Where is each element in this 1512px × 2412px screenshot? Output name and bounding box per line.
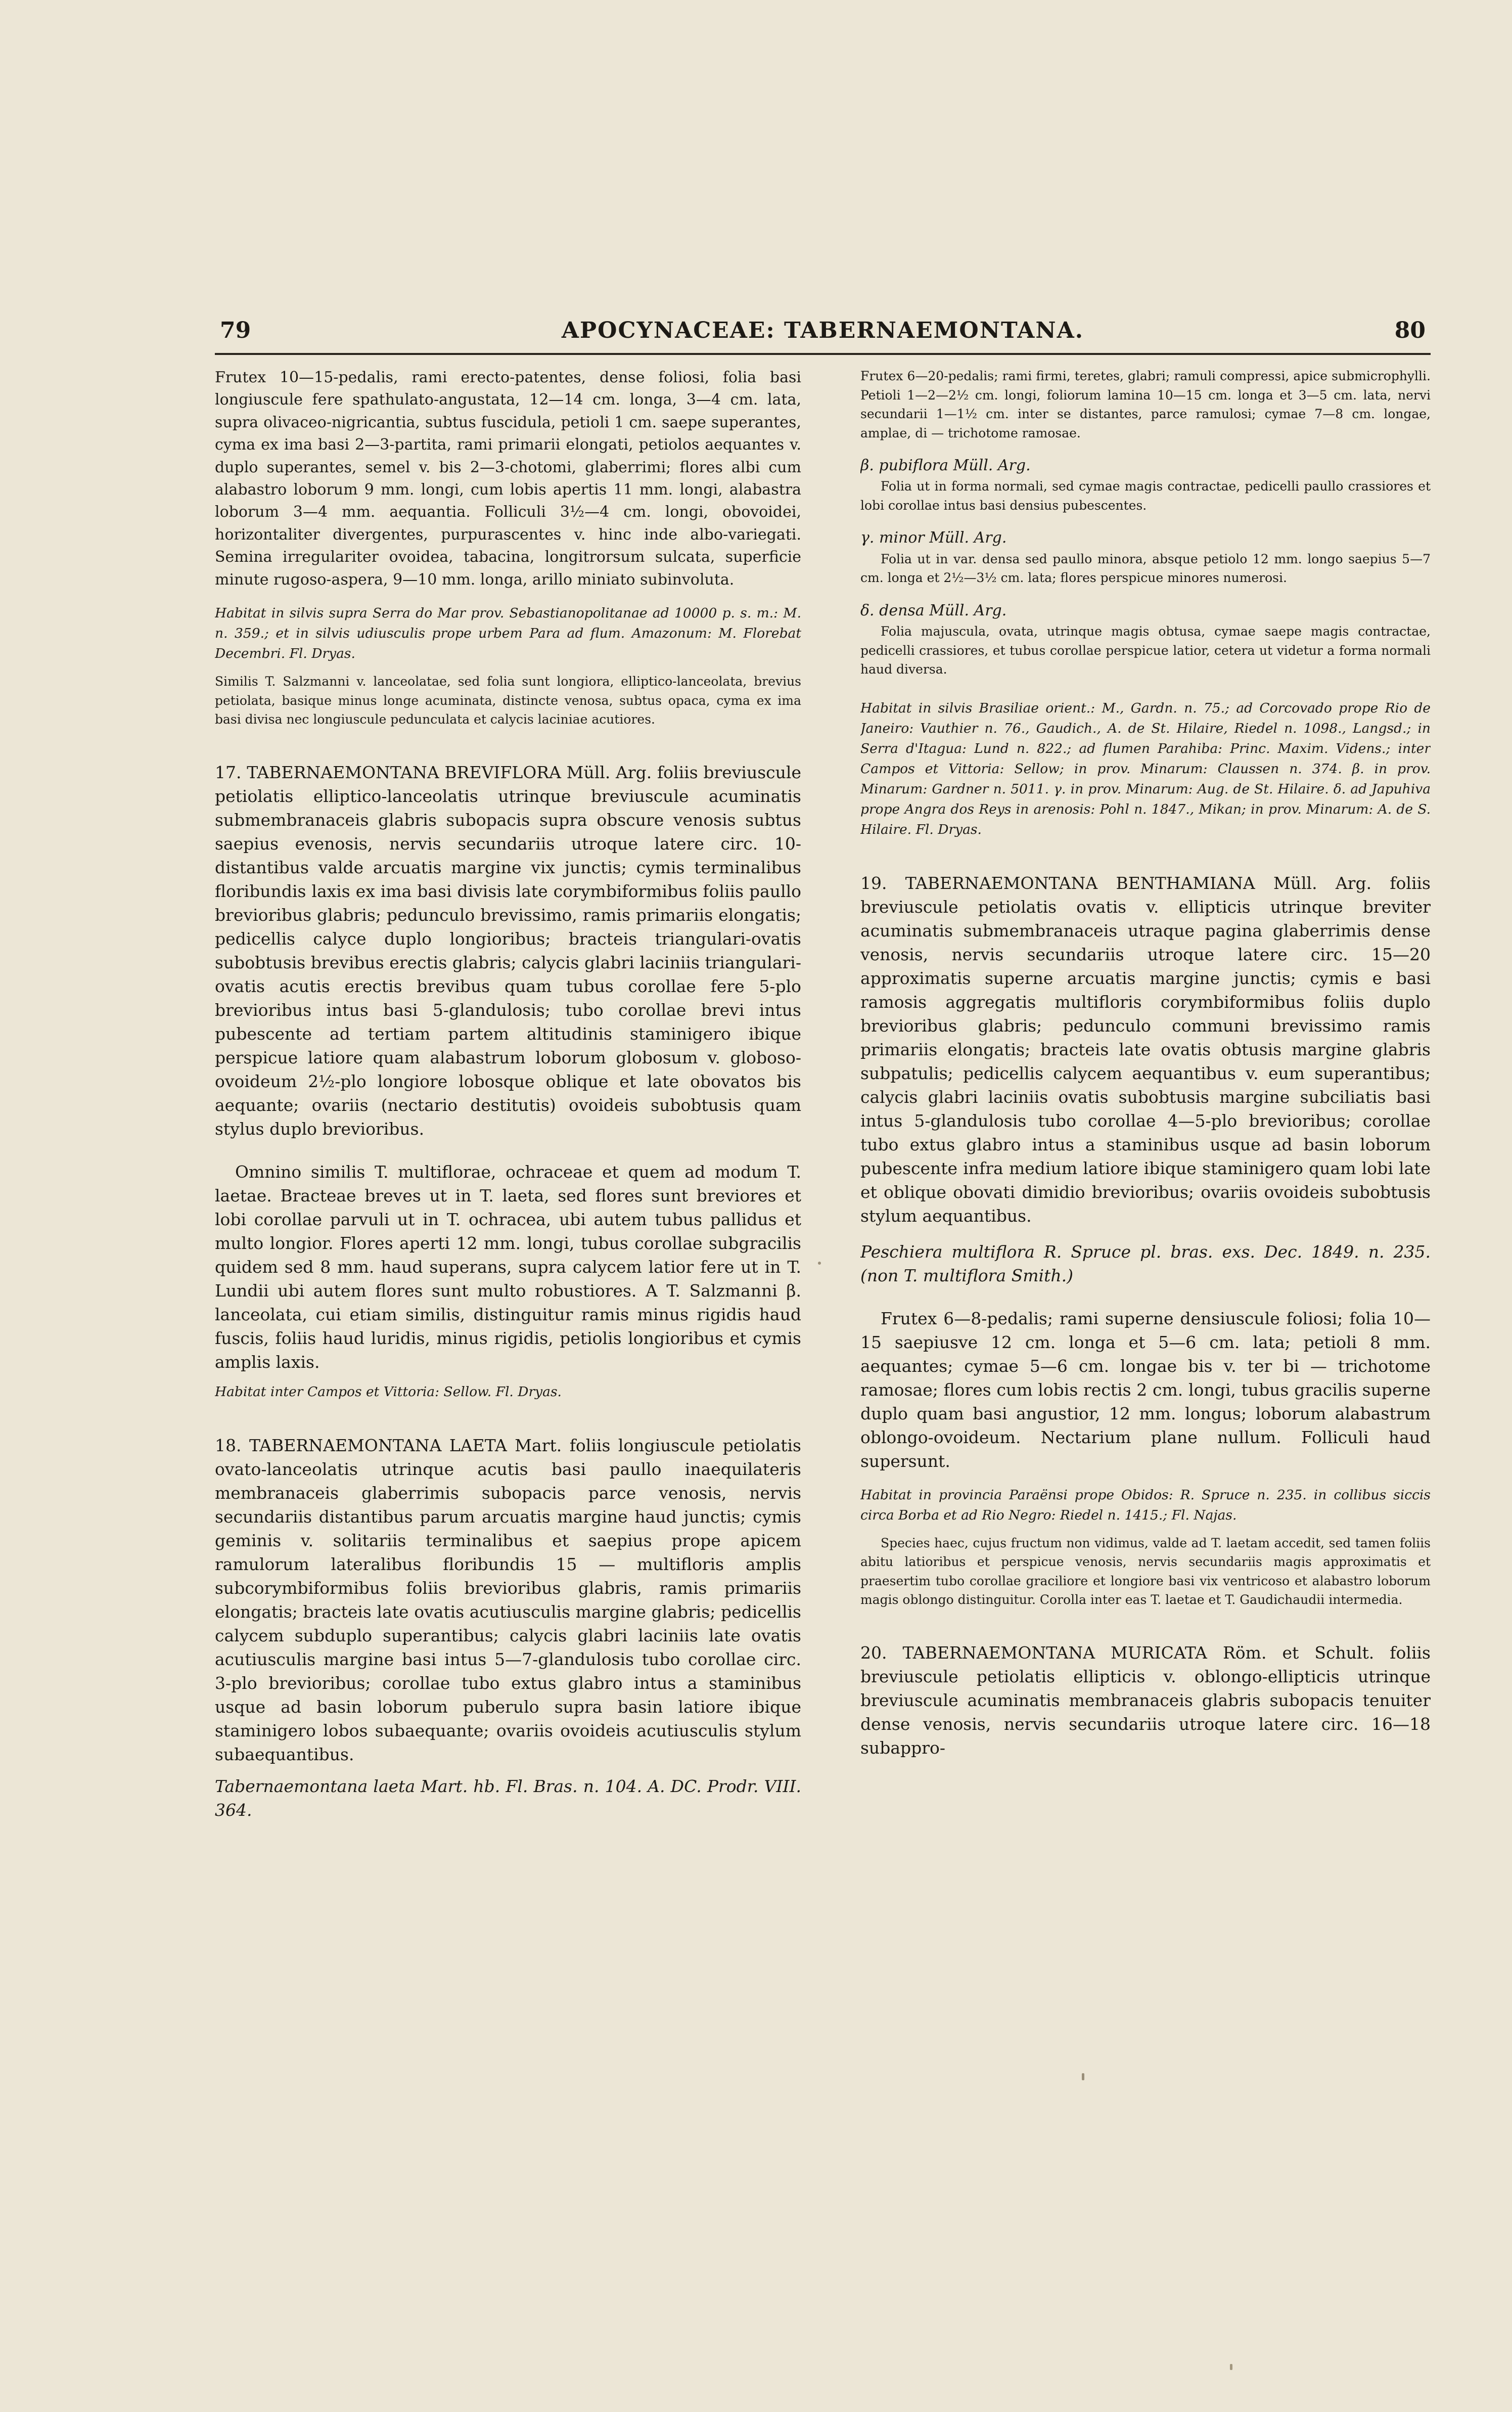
- habitat-note: Habitat in silvis supra Serra do Mar prov. Sebastianopolitanae ad 10000 p. s. m.: M. n. 359.; et in silvis udiusculis prope urbem Para ad flum. Amazonum: M. Florebat Decembri. Fl. Dryas.: [215, 605, 801, 662]
- page-header: [215, 318, 1431, 349]
- habitat-note: Habitat in provincia Paraënsi prope Obidos: R. Spruce n. 235. in collibus siccis circa Borba et ad Rio Negro: Riedel n. 1415.; Fl. Najas.: [860, 1487, 1431, 1523]
- paragraph-gap: [215, 591, 801, 603]
- margin-mark: [818, 1262, 821, 1265]
- paragraph: Frutex 6—8-pedalis; rami superne densiuscule foliosi; folia 10—15 saepiusve 12 cm. longa et 5—6 cm. lata; petioli 8 mm. aequantes; cymae 5—6 cm. longae bis v. ter bi — trichotome ramosae; flores cum lobis rectis 2 cm. longi, tubus gracilis superne duplo quam basi angustior, 12 mm. longus; loborum alabastrum oblongo-ovoideum. Nectarium plane nullum. Folliculi haud supersunt.: [860, 1308, 1431, 1471]
- paragraph: 19. TABERNAEMONTANA BENTHAMIANA Müll. Arg. foliis breviuscule petiolatis ovatis v. ellipticis utrinque breviter acuminatis submembranaceis utraque pagina glaberrimis dense venosis, nervis secundariis utroque latere circ. 15—20 approximatis superne arcuatis margine junctis; cymis e basi ramosis aggregatis multifloris corymbiformibus foliis duplo brevioribus glabris; pedunculo communi brevissimo ramis primariis elongatis; bracteis late ovatis obtusis margine glabris subpatulis; pedicellis calycem aequantibus v. eum superantibus; calycis glabri laciniis ovatis subobtusis margine subciliatis basi intus 5-glandulosis tubo corollae 4—5-plo brevioribus; corollae tubo extus glabro intus a staminibus usque ad basin loborum pubescente infra medium latiore ibique staminigero quam lobi late et oblique obovati dimidio brevioribus; ovariis ovoideis subobtusis stylum aequantibus.: [860, 873, 1431, 1226]
- paragraph-gap: [860, 1473, 1431, 1485]
- paragraph-gap: [860, 1228, 1431, 1240]
- variety-heading: γ. minor Müll. Arg.: [860, 529, 1007, 547]
- paragraph-gap: [860, 588, 1431, 600]
- paragraph: Frutex 10—15-pedalis, rami erecto-patentes, dense foliosi, folia basi longiuscule fere spathulato-angustata, 12—14 cm. longa, 3—4 cm. lata, supra olivaceo-nigricantia, subtus fuscidula, petioli 1 cm. saepe superantes, cyma ex ima basi 2—3-partita, rami primarii elongati, petiolos aequantes v. duplo superantes, semel v. bis 2—3-chotomi, glaberrimi; flores albi cum alabastro loborum 9 mm. longi, cum lobis apertis 11 mm. longi, alabastra loborum 3—4 mm. aequantia. Folliculi 3½—4 cm. longi, obovoidei, horizontaliter divergentes, purpurascentes v. hinc inde albo-variegati. Semina irregulariter ovoidea, tabacina, longitrorsum sulcata, superficie minute rugoso-aspera, 9—10 mm. longa, arillo miniato subinvoluta.: [215, 369, 801, 589]
- header-rule: [215, 353, 1431, 355]
- variety-heading: β. pubiflora Müll. Arg.: [860, 457, 1031, 474]
- paragraph-gap: [215, 1766, 801, 1774]
- habitat-note: Habitat inter Campos et Vittoria: Sellow. Fl. Dryas.: [215, 1383, 562, 1400]
- paragraph: 18. TABERNAEMONTANA LAETA Mart. foliis longiuscule petiolatis ovato-lanceolatis utrinque acutis basi paullo inaequilateris membranaceis glaberrimis subopacis parce venosis, nervis secundariis distantibus parum arcuatis margine haud junctis; cymis geminis v. solitariis terminalibus et saepius prope apicem ramulorum lateralibus floribundis 15 — multifloris amplis subcorymbiformibus foliis brevioribus glabris, ramis primariis elongatis; bracteis late ovatis acutiusculis margine glabris; pedicellis calycem subduplo superantibus; calycis glabri laciniis late ovatis acutiusculis margine basi intus 5—7-glandulosis tubo corollae circ. 3-plo brevioribus; corollae tubo extus glabro intus a staminibus usque ad basin loborum puberulo supra basin latiore ibique staminigero lobos subaequante; ovariis ovoideis acutiusculis stylum subaequantibus.: [215, 1435, 801, 1764]
- paragraph-gap: [860, 442, 1431, 455]
- margin-mark: [1230, 2364, 1232, 2370]
- running-title: APOCYNACEAE: TABERNAEMONTANA.: [561, 318, 1084, 343]
- variety-heading: δ. densa Müll. Arg.: [860, 601, 1007, 619]
- page-number-right: 80: [1394, 318, 1426, 343]
- synonym-citation: Peschiera multiflora R. Spruce pl. bras. exs. Dec. 1849. n. 235. (non T. multiflora Smith.): [860, 1241, 1431, 1285]
- paragraph: Folia ut in var. densa sed paullo minora, absque petiolo 12 mm. longo saepius 5—7 cm. longa et 2½—3½ cm. lata; flores perspicue minores numerosi.: [860, 551, 1431, 586]
- paragraph: 17. TABERNAEMONTANA BREVIFLORA Müll. Arg. foliis breviuscule petiolatis elliptico-lanceolatis utrinque breviuscule acuminatis submembranaceis glabris subopacis supra obscure venosis subtus saepius evenosis, nervis secundariis utroque latere circ. 10-distantibus valde arcuatis margine vix junctis; cymis terminalibus floribundis laxis ex ima basi divisis late corymbiformibus foliis paullo brevioribus glabris; pedunculo brevissimo, ramis primariis elongatis; pedicellis calyce duplo longioribus; bracteis triangulari-ovatis subobtusis brevibus erectis glabris; calycis glabri laciniis triangulari-ovatis acutis erectis brevibus quam tubus corollae fere 5-plo brevioribus intus basi 5-glandulosis; tubo corollae brevi intus pubescente ad tertiam partem altitudinis staminigero ibique perspicue latiore quam alabastrum loborum globosum v. globoso-ovoideum 2½-plo longiore lobosque oblique et late obovatos bis aequante; ovariis (nectario destitutis) ovoideis subobtusis quam stylus duplo brevioribus.: [215, 762, 801, 1139]
- paragraph: Similis T. Salzmanni v. lanceolatae, sed folia sunt longiora, elliptico-lanceolata, brevius petiolata, basique minus longe acuminata, distincte venosa, subtus opaca, cyma ex ima basi divisa nec longiuscule pedunculata et calycis laciniae acutiores.: [215, 674, 801, 727]
- paragraph-gap: [860, 1287, 1431, 1307]
- left-column: [215, 367, 801, 2268]
- paragraph-gap: [860, 840, 1431, 871]
- paragraph-gap: [215, 1374, 801, 1382]
- habitat-note: Habitat in silvis Brasiliae orient.: M., Gardn. n. 75.; ad Corcovado prope Rio de Janeiro: Vauthier n. 76., Gaudich., A. de St. Hilaire, Riedel n. 1098., Langsd.; in Serra d'Itagua: Lund n. 822.; ad flumen Parahiba: Princ. Maxim. Videns.; inter Campos et Vittoria: Sellow; in prov. Minarum: Claussen n. 374. β. in prov. Minarum: Gardner n. 5011. γ. in prov. Minarum: Aug. de St. Hilaire. δ. ad Japuhiva prope Angra dos Reys in arenosis: Pohl n. 1847., Mikan; in prov. Minarum: A. de S. Hilaire. Fl. Dryas.: [860, 700, 1431, 837]
- paragraph-gap: [860, 679, 1431, 698]
- paragraph-gap: [860, 1526, 1431, 1534]
- paragraph-gap: [215, 729, 801, 761]
- paragraph: Omnino similis T. multiflorae, ochraceae et quem ad modum T. laetae. Bracteae breves ut in T. laeta, sed flores sunt breviores et lobi corollae parvuli ut in T. ochracea, ubi autem tubus pallidus et multo longior. Flores aperti 12 mm. longi, tubus corollae subgracilis quidem sed 8 mm. haud superans, supra calycem latior fere ut in T. Lundii ubi autem flores sunt multo robustiores. A T. Salzmanni β. lanceolata, cui etiam similis, distinguitur ramis minus rigidis haud fuscis, foliis haud luridis, minus rigidis, petiolis longioribus et cymis amplis laxis.: [215, 1162, 801, 1372]
- page-number-left: 79: [220, 318, 251, 343]
- paragraph: Folia ut in forma normali, sed cymae magis contractae, pedicelli paullo crassiores et lobi corollae intus basi densius pubescentes.: [860, 479, 1431, 513]
- paragraph-gap: [215, 1402, 801, 1434]
- paragraph: Frutex 6—20-pedalis; rami firmi, teretes, glabri; ramuli compressi, apice submicrophylli. Petioli 1—2—2½ cm. longi, foliorum lamina 10—15 cm. longa et 3—5 cm. lata, nervi secundarii 1—1½ cm. inter se distantes, parce ramulosi; cymae 7—8 cm. longae, amplae, di — trichotome ramosae.: [860, 369, 1431, 440]
- paragraph: 20. TABERNAEMONTANA MURICATA Röm. et Schult. foliis breviuscule petiolatis ellipticis v. oblongo-ellipticis utrinque breviuscule acuminatis membranaceis glabris subopacis tenuiter dense venosis, nervis secundariis utroque latere circ. 16—18 subappro-: [860, 1642, 1431, 1758]
- paragraph: Folia majuscula, ovata, utrinque magis obtusa, cymae saepe magis contractae, pedicelli crassiores, et tubus corollae perspicue latior, cetera ut videtur a forma normali haud diversa.: [860, 624, 1431, 677]
- paragraph-gap: [215, 664, 801, 672]
- right-column: [860, 367, 1431, 2268]
- paragraph-gap: [215, 1141, 801, 1160]
- paragraph: Species haec, cujus fructum non vidimus, valde ad T. laetam accedit, sed tamen foliis abitu latioribus et perspicue venosis, nervis secundariis magis approximatis et praesertim tubo corollae graciliore et longiore basi vix ventricoso et alabastro loborum magis oblongo distinguitur. Corolla inter eas T. laetae et T. Gaudichaudii intermedia.: [860, 1535, 1431, 1607]
- paragraph-gap: [860, 515, 1431, 527]
- paragraph-gap: [860, 1610, 1431, 1641]
- margin-mark: [1082, 2073, 1084, 2080]
- synonym-citation: Tabernaemontana laeta Mart. hb. Fl. Bras. n. 104. A. DC. Prodr. VIII. 364.: [215, 1776, 801, 1820]
